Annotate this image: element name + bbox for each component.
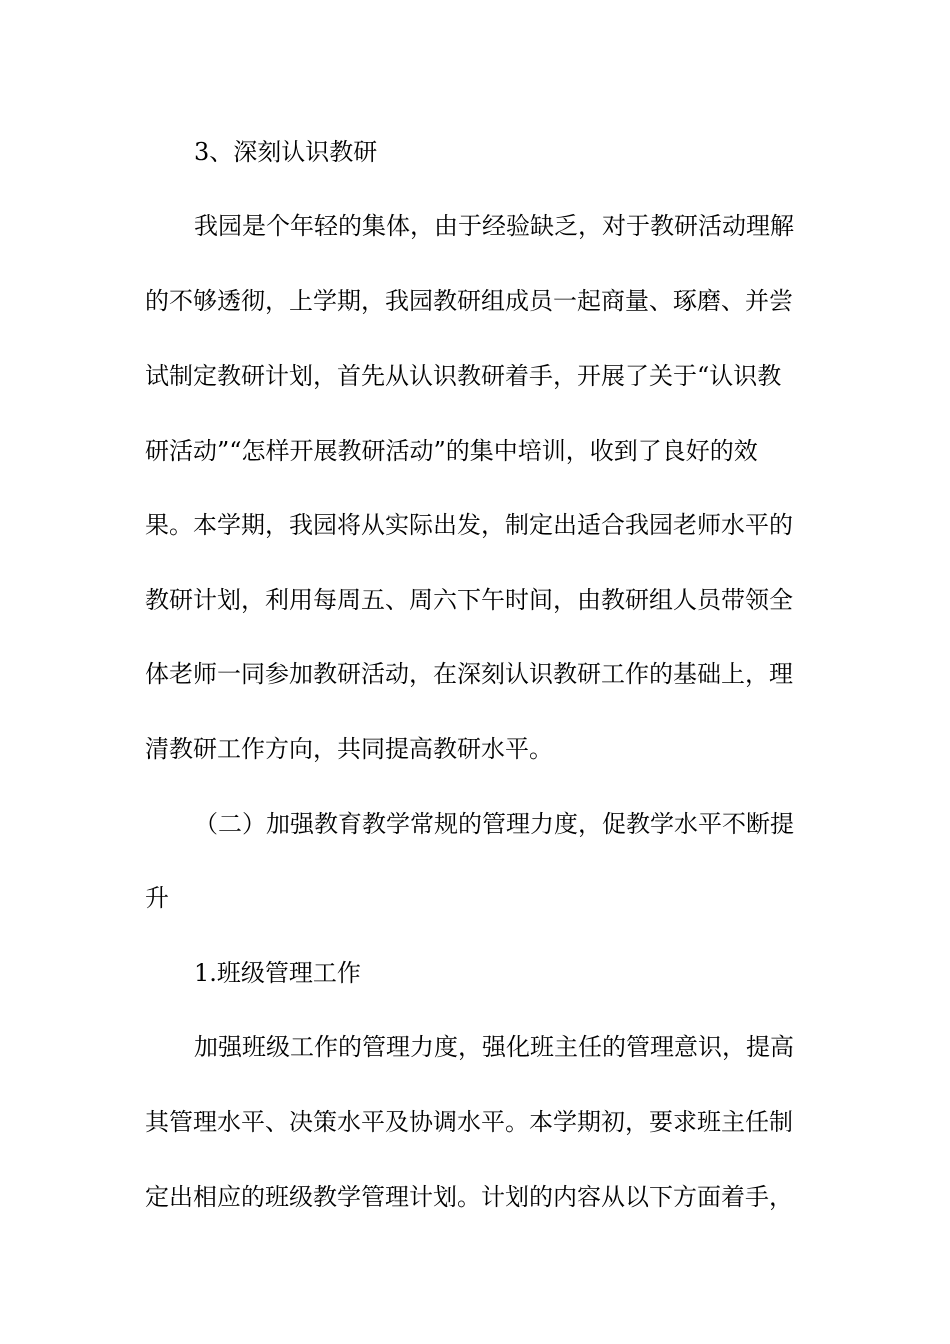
paragraph-line: 清教研工作方向，共同提高教研水平。	[145, 735, 553, 763]
subsection-heading-1: 1.班级管理工作	[194, 959, 361, 987]
paragraph-line: 试制定教研计划，首先从认识教研着手，开展了关于“认识教	[145, 362, 782, 390]
paragraph-line: 其管理水平、决策水平及协调水平。本学期初，要求班主任制	[145, 1108, 793, 1136]
paragraph-line: 果。本学期，我园将从实际出发，制定出适合我园老师水平的	[145, 511, 793, 539]
section-heading-3: 3、深刻认识教研	[194, 138, 378, 166]
section-heading-2-continued: 升	[145, 884, 169, 912]
paragraph-line: 加强班级工作的管理力度，强化班主任的管理意识，提高	[194, 1033, 794, 1061]
section-heading-2: （二）加强教育教学常规的管理力度，促教学水平不断提	[194, 810, 794, 838]
paragraph-line: 定出相应的班级教学管理计划。计划的内容从以下方面着手，	[145, 1183, 793, 1211]
paragraph-line: 教研计划，利用每周五、周六下午时间，由教研组人员带领全	[145, 586, 793, 614]
paragraph-line: 我园是个年轻的集体，由于经验缺乏，对于教研活动理解	[194, 212, 794, 240]
paragraph-line: 的不够透彻，上学期，我园教研组成员一起商量、琢磨、并尝	[145, 287, 793, 315]
paragraph-line: 体老师一同参加教研活动，在深刻认识教研工作的基础上，理	[145, 660, 793, 688]
paragraph-line: 研活动”“怎样开展教研活动”的集中培训，收到了良好的效	[145, 437, 758, 465]
